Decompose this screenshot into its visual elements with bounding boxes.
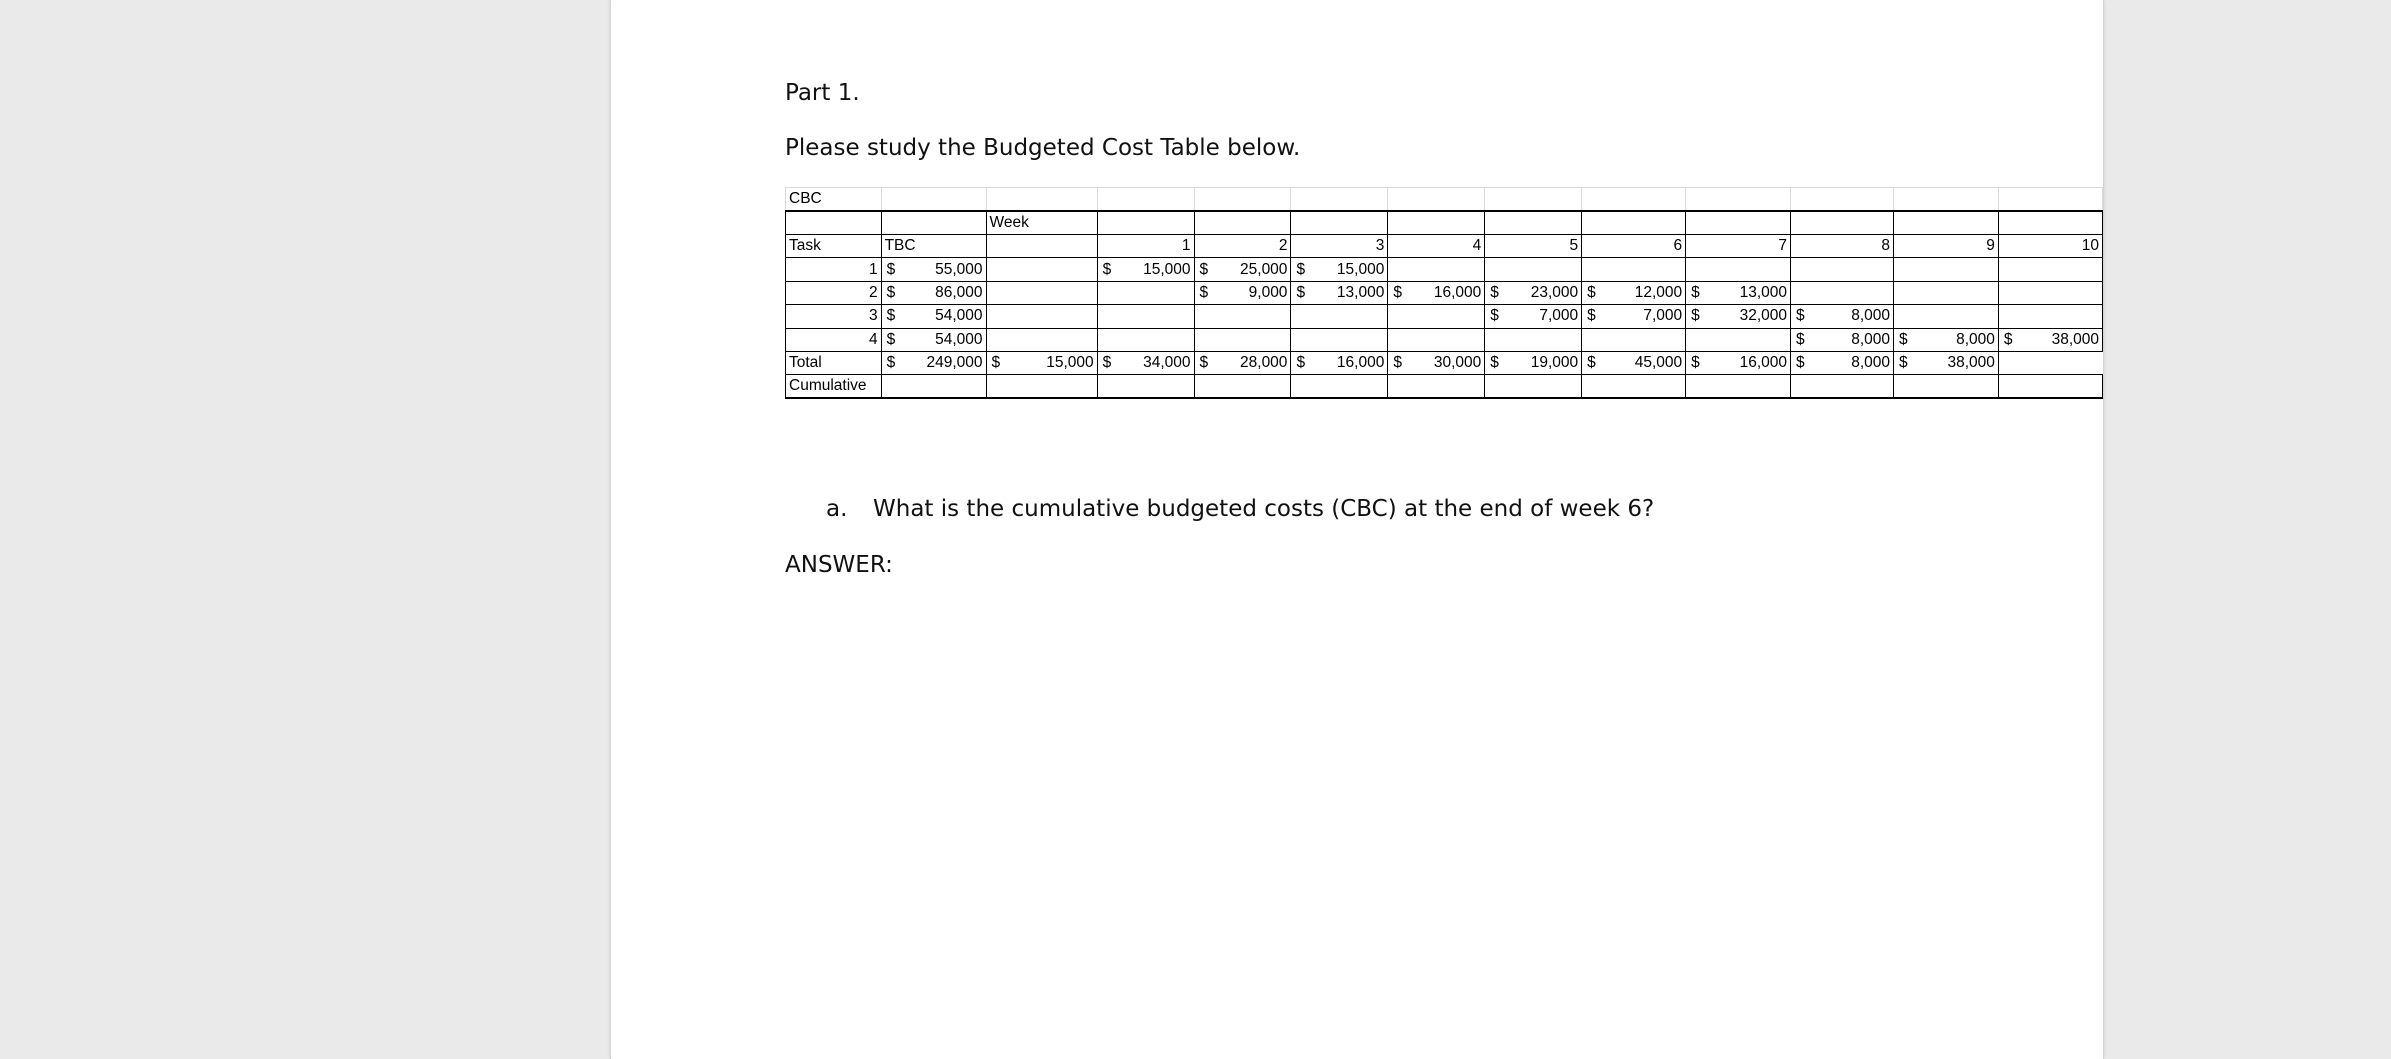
table-cell xyxy=(1686,258,1791,281)
week-number-header: 6 xyxy=(1582,235,1686,258)
task-number: 1 xyxy=(786,258,882,281)
week-cost-cell xyxy=(1686,305,1791,328)
week-number-header: 1 xyxy=(1097,235,1194,258)
week-cost-cell xyxy=(1582,281,1686,304)
table-cell xyxy=(1686,211,1791,235)
cell-value: 7,000 xyxy=(1643,307,1683,325)
cell-value: 28,000 xyxy=(1240,354,1288,372)
currency-symbol: $ xyxy=(886,307,896,325)
cell-value: 32,000 xyxy=(1739,307,1788,325)
week-cost-cell xyxy=(1686,281,1791,304)
currency-symbol: $ xyxy=(1490,307,1499,325)
table-cell xyxy=(1485,188,1582,212)
week-cost-cell xyxy=(1894,328,1999,351)
cell-value: 54,000 xyxy=(935,307,983,325)
currency-symbol: $ xyxy=(886,260,896,278)
table-cell xyxy=(1582,375,1686,399)
currency-symbol: $ xyxy=(1296,283,1306,301)
table-cell xyxy=(1291,328,1388,351)
table-cell xyxy=(1485,258,1582,281)
week-cost-cell xyxy=(1291,258,1388,281)
cell-value: 15,000 xyxy=(1143,260,1191,278)
cell-value: 13,000 xyxy=(1739,283,1788,301)
currency-symbol: $ xyxy=(1691,307,1700,325)
currency-symbol: $ xyxy=(1490,354,1499,372)
table-cell xyxy=(1388,305,1485,328)
week-number-header: 10 xyxy=(1998,235,2102,258)
table-cell xyxy=(1582,258,1686,281)
cell-value: 9,000 xyxy=(1248,283,1288,301)
table-cell xyxy=(1388,188,1485,212)
week-number-header: 9 xyxy=(1894,235,1999,258)
cumulative-row xyxy=(786,375,2103,399)
cell-value: 249,000 xyxy=(926,354,983,372)
table-cell xyxy=(986,235,1097,258)
table-cell xyxy=(1791,211,1894,235)
cell-value: 7,000 xyxy=(1539,307,1579,325)
table-cell xyxy=(1894,211,1999,235)
currency-symbol: $ xyxy=(1587,283,1596,301)
cell-value: 16,000 xyxy=(1739,354,1788,372)
table-cell xyxy=(986,258,1097,281)
week-cost-cell xyxy=(1194,258,1291,281)
table-cell xyxy=(1998,305,2102,328)
table-cell xyxy=(1485,375,1582,399)
table-cell xyxy=(1791,375,1894,399)
table-cell xyxy=(986,188,1097,212)
table-cell xyxy=(1388,328,1485,351)
cell-value: 13,000 xyxy=(1336,283,1385,301)
table-cell xyxy=(1388,375,1485,399)
table-cell xyxy=(1894,375,1999,399)
header-row xyxy=(786,235,2103,258)
total-week-cell xyxy=(1194,351,1291,374)
table-cell xyxy=(986,305,1097,328)
currency-symbol: $ xyxy=(1490,283,1499,301)
currency-symbol: $ xyxy=(1796,354,1805,372)
task-row xyxy=(786,258,2103,281)
week-cost-cell xyxy=(1791,328,1894,351)
table-cell xyxy=(1291,211,1388,235)
table-cell xyxy=(986,375,1097,399)
cumulative-label: Cumulative xyxy=(786,375,882,399)
table-cell xyxy=(1894,258,1999,281)
intro-text: Please study the Budgeted Cost Table below. xyxy=(785,135,1301,161)
total-week-cell xyxy=(1686,351,1791,374)
cell-value: 25,000 xyxy=(1240,260,1288,278)
week-cost-cell xyxy=(1097,258,1194,281)
task-row xyxy=(786,305,2103,328)
table-cell xyxy=(986,281,1097,304)
total-week-cell xyxy=(1582,351,1686,374)
week-number-header: 3 xyxy=(1291,235,1388,258)
table-cell xyxy=(1791,188,1894,212)
currency-symbol: $ xyxy=(886,283,896,301)
table-cell xyxy=(1686,375,1791,399)
week-cost-cell xyxy=(1998,328,2102,351)
table-cell xyxy=(1998,375,2102,399)
total-week-cell xyxy=(1097,351,1194,374)
cell-value: 34,000 xyxy=(1143,354,1191,372)
total-week-cell xyxy=(1388,351,1485,374)
total-week-cell xyxy=(1291,351,1388,374)
table-cell xyxy=(1097,305,1194,328)
table-cell xyxy=(1582,328,1686,351)
table-title: CBC xyxy=(786,188,882,212)
answer-label: ANSWER: xyxy=(785,552,893,578)
table-cell xyxy=(1194,211,1291,235)
cell-value: 19,000 xyxy=(1530,354,1579,372)
week-cost-cell xyxy=(1791,305,1894,328)
cell-value: 30,000 xyxy=(1433,354,1482,372)
cell-value: 16,000 xyxy=(1336,354,1385,372)
task-header: Task xyxy=(786,235,882,258)
table-cell xyxy=(881,375,986,399)
table-cell xyxy=(1194,305,1291,328)
week-label: Week xyxy=(986,211,1097,235)
currency-symbol: $ xyxy=(1587,354,1596,372)
cell-value: 15,000 xyxy=(1046,354,1094,372)
cell-value: 12,000 xyxy=(1634,283,1683,301)
table-cell xyxy=(1097,375,1194,399)
tbc-cell xyxy=(881,328,986,351)
cell-value: 55,000 xyxy=(935,260,983,278)
table-cell xyxy=(1686,188,1791,212)
table-cell xyxy=(881,211,986,235)
total-label: Total xyxy=(786,351,882,374)
question-marker: a. xyxy=(826,496,848,522)
week-cost-cell xyxy=(1388,281,1485,304)
table-cell xyxy=(1791,258,1894,281)
week-cost-cell xyxy=(1485,305,1582,328)
table-cell xyxy=(1485,328,1582,351)
week-number-header: 2 xyxy=(1194,235,1291,258)
week-cost-cell xyxy=(1194,281,1291,304)
tbc-cell xyxy=(881,305,986,328)
currency-symbol: $ xyxy=(991,354,1001,372)
table-cell xyxy=(1291,375,1388,399)
table-cell xyxy=(1194,375,1291,399)
cell-value: 16,000 xyxy=(1433,283,1482,301)
table-cell xyxy=(786,211,882,235)
table-cell xyxy=(1998,188,2102,212)
cell-value: 54,000 xyxy=(935,330,983,348)
total-row xyxy=(786,351,2103,374)
tbc-cell xyxy=(881,281,986,304)
table-cell xyxy=(1097,281,1194,304)
task-row xyxy=(786,281,2103,304)
cell-value: 45,000 xyxy=(1634,354,1683,372)
part-heading: Part 1. xyxy=(785,80,860,106)
table-cell xyxy=(1194,188,1291,212)
currency-symbol: $ xyxy=(1296,354,1306,372)
cell-value: 23,000 xyxy=(1530,283,1579,301)
week-number-header: 4 xyxy=(1388,235,1485,258)
table-cell xyxy=(1998,211,2102,235)
cell-value: 8,000 xyxy=(1851,354,1891,372)
currency-symbol: $ xyxy=(1899,330,1908,348)
table-cell xyxy=(1388,258,1485,281)
currency-symbol: $ xyxy=(1199,283,1209,301)
table-title-row xyxy=(786,188,2103,212)
currency-symbol: $ xyxy=(1691,283,1700,301)
currency-symbol: $ xyxy=(886,354,896,372)
table-cell xyxy=(1291,188,1388,212)
cell-value: 15,000 xyxy=(1336,260,1385,278)
document-page xyxy=(610,0,2104,1059)
table-cell xyxy=(1582,188,1686,212)
task-number: 3 xyxy=(786,305,882,328)
table-cell xyxy=(1998,281,2102,304)
table-cell xyxy=(1097,211,1194,235)
week-cost-cell xyxy=(1485,281,1582,304)
week-cost-cell xyxy=(1582,305,1686,328)
tbc-header: TBC xyxy=(881,235,986,258)
table-cell xyxy=(1582,211,1686,235)
table-cell xyxy=(1686,328,1791,351)
tbc-cell xyxy=(881,258,986,281)
currency-symbol: $ xyxy=(1199,354,1209,372)
cell-value: 38,000 xyxy=(2051,330,2099,348)
cell-value: 8,000 xyxy=(1851,330,1891,348)
week-number-header: 7 xyxy=(1686,235,1791,258)
currency-symbol: $ xyxy=(1796,330,1805,348)
table-cell xyxy=(1485,211,1582,235)
task-number: 2 xyxy=(786,281,882,304)
currency-symbol: $ xyxy=(2003,330,2013,348)
budgeted-cost-table xyxy=(785,187,2103,399)
currency-symbol: $ xyxy=(1691,354,1700,372)
currency-symbol: $ xyxy=(1102,354,1112,372)
question-text: What is the cumulative budgeted costs (CBC) at the end of week 6? xyxy=(873,496,1655,522)
task-row xyxy=(786,328,2103,351)
cell-value: 86,000 xyxy=(935,283,983,301)
total-week-cell xyxy=(1894,351,1999,374)
currency-symbol: $ xyxy=(1199,260,1209,278)
table-cell xyxy=(1791,281,1894,304)
currency-symbol: $ xyxy=(1796,307,1805,325)
table-cell xyxy=(881,188,986,212)
table-cell xyxy=(986,328,1097,351)
currency-symbol: $ xyxy=(1296,260,1306,278)
week-label-row xyxy=(786,211,2103,235)
currency-symbol: $ xyxy=(1587,307,1596,325)
total-week-cell xyxy=(986,351,1097,374)
currency-symbol: $ xyxy=(1393,354,1402,372)
table-cell xyxy=(1998,258,2102,281)
currency-symbol: $ xyxy=(886,330,896,348)
table-cell xyxy=(1097,328,1194,351)
currency-symbol: $ xyxy=(1899,354,1908,372)
cell-value: 8,000 xyxy=(1851,307,1891,325)
table-cell xyxy=(1291,305,1388,328)
week-cost-cell xyxy=(1291,281,1388,304)
table-cell xyxy=(1894,305,1999,328)
total-week-cell xyxy=(1791,351,1894,374)
table-cell xyxy=(1388,211,1485,235)
table-cell xyxy=(1894,281,1999,304)
task-number: 4 xyxy=(786,328,882,351)
total-tbc-cell xyxy=(881,351,986,374)
cell-value: 8,000 xyxy=(1956,330,1995,348)
week-number-header: 5 xyxy=(1485,235,1582,258)
week-number-header: 8 xyxy=(1791,235,1894,258)
cell-value: 38,000 xyxy=(1947,354,1995,372)
total-week-cell xyxy=(1485,351,1582,374)
table-cell xyxy=(1194,328,1291,351)
currency-symbol: $ xyxy=(1393,283,1402,301)
table-cell xyxy=(1894,188,1999,212)
currency-symbol: $ xyxy=(1102,260,1112,278)
table-cell xyxy=(1097,188,1194,212)
